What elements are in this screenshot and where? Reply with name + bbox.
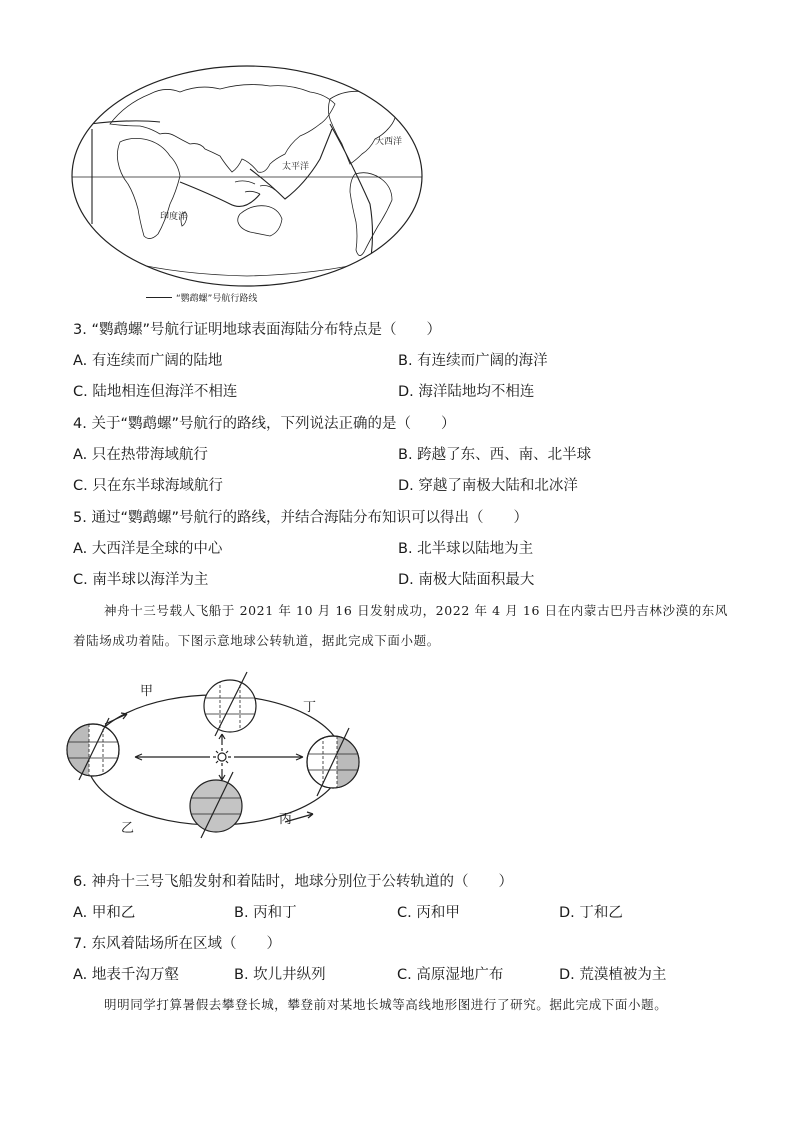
orbit-diagram-svg bbox=[65, 662, 375, 852]
earth-right bbox=[307, 728, 359, 796]
q6-option-a[interactable]: A. 甲和乙 bbox=[73, 905, 136, 921]
label-jia: 甲 bbox=[140, 684, 154, 699]
q3-option-d[interactable]: D. 海洋陆地均不相连 bbox=[398, 384, 535, 400]
passage-1-line-1: 神舟十三号载人飞船于 2021 年 10 月 16 日发射成功，2022 年 4 月 16 日在内蒙古巴丹吉林沙漠的东风 bbox=[104, 603, 729, 618]
legend-line bbox=[146, 297, 172, 298]
q4-option-c[interactable]: C. 只在东半球海域航行 bbox=[73, 478, 223, 494]
question-4-paren: ） bbox=[440, 416, 456, 432]
world-map bbox=[70, 64, 425, 299]
arrow-down bbox=[219, 769, 225, 780]
q5-option-c[interactable]: C. 南半球以海洋为主 bbox=[73, 572, 209, 588]
passage-1-line-2: 着陆场成功着陆。下图示意地球公转轨道，据此完成下面小题。 bbox=[73, 633, 440, 648]
question-3-stem: 3. “鹦鹉螺”号航行证明地球表面海陆分布特点是（ bbox=[73, 322, 397, 338]
arrow-left bbox=[135, 754, 210, 760]
q5-option-d[interactable]: D. 南极大陆面积最大 bbox=[398, 572, 535, 588]
question-4-stem: 4. 关于“鹦鹉螺”号航行的路线，下列说法正确的是（ bbox=[73, 416, 411, 432]
sun-rays bbox=[213, 748, 231, 766]
q7-option-d[interactable]: D. 荒漠植被为主 bbox=[559, 967, 667, 983]
earth-left bbox=[67, 718, 119, 780]
question-5 bbox=[73, 506, 528, 527]
q3-option-c[interactable]: C. 陆地相连但海洋不相连 bbox=[73, 384, 238, 400]
label-bing: 丙 bbox=[279, 812, 293, 827]
label-ding: 丁 bbox=[303, 700, 317, 715]
q6-option-c[interactable]: C. 丙和甲 bbox=[397, 905, 460, 921]
q7-option-c[interactable]: C. 高原湿地广布 bbox=[397, 967, 504, 983]
q5-option-b[interactable]: B. 北半球以陆地为主 bbox=[398, 541, 534, 557]
question-7 bbox=[73, 932, 281, 953]
question-7-stem: 7. 东风着陆场所在区域（ bbox=[73, 936, 237, 952]
sun-icon bbox=[218, 753, 226, 761]
label-yi: 乙 bbox=[121, 821, 135, 836]
world-map-svg bbox=[70, 64, 425, 299]
greenland-shape bbox=[370, 77, 395, 94]
map-outline bbox=[72, 66, 422, 286]
passage-2-line-1: 明明同学打算暑假去攀登长城，攀登前对某地长城等高线地形图进行了研究。据此完成下面小题。 bbox=[104, 997, 668, 1012]
question-7-paren: ） bbox=[266, 936, 281, 952]
question-3-paren: ） bbox=[426, 322, 441, 338]
question-6-stem: 6. 神舟十三号飞船发射和着陆时，地球分别位于公转轨道的（ bbox=[73, 874, 469, 890]
earth-bottom bbox=[190, 772, 242, 838]
label-pacific: 太平洋 bbox=[282, 162, 310, 172]
question-5-paren: ） bbox=[513, 510, 528, 526]
question-3 bbox=[73, 318, 441, 339]
question-5-stem: 5. 通过“鹦鹉螺”号航行的路线，并结合海陆分布知识可以得出（ bbox=[73, 510, 484, 526]
arrow-up bbox=[219, 734, 225, 745]
q5-option-a[interactable]: A. 大西洋是全球的中心 bbox=[73, 541, 223, 557]
q4-option-b[interactable]: B. 跨越了东、西、南、北半球 bbox=[398, 447, 592, 463]
q3-option-a[interactable]: A. 有连续而广阔的陆地 bbox=[73, 353, 223, 369]
q4-option-d[interactable]: D. 穿越了南极大陆和北冰洋 bbox=[398, 478, 578, 494]
legend-label: “鹦鹉螺”号航行路线 bbox=[176, 294, 258, 304]
q6-option-d[interactable]: D. 丁和乙 bbox=[559, 905, 623, 921]
arrow-right bbox=[234, 754, 303, 760]
question-4 bbox=[73, 412, 455, 433]
orbit-diagram bbox=[65, 662, 375, 852]
question-6-paren: ） bbox=[498, 874, 513, 890]
earth-top bbox=[204, 672, 256, 736]
question-6 bbox=[73, 870, 513, 891]
q6-option-b[interactable]: B. 丙和丁 bbox=[234, 905, 297, 921]
q7-option-b[interactable]: B. 坎儿井纵列 bbox=[234, 967, 326, 983]
q3-option-b[interactable]: B. 有连续而广阔的海洋 bbox=[398, 353, 548, 369]
map-legend bbox=[146, 291, 257, 304]
q4-option-a[interactable]: A. 只在热带海域航行 bbox=[73, 447, 208, 463]
label-atlantic: 大西洋 bbox=[375, 137, 403, 147]
label-indian: 印度洋 bbox=[160, 212, 188, 222]
q7-option-a[interactable]: A. 地表千沟万壑 bbox=[73, 967, 179, 983]
